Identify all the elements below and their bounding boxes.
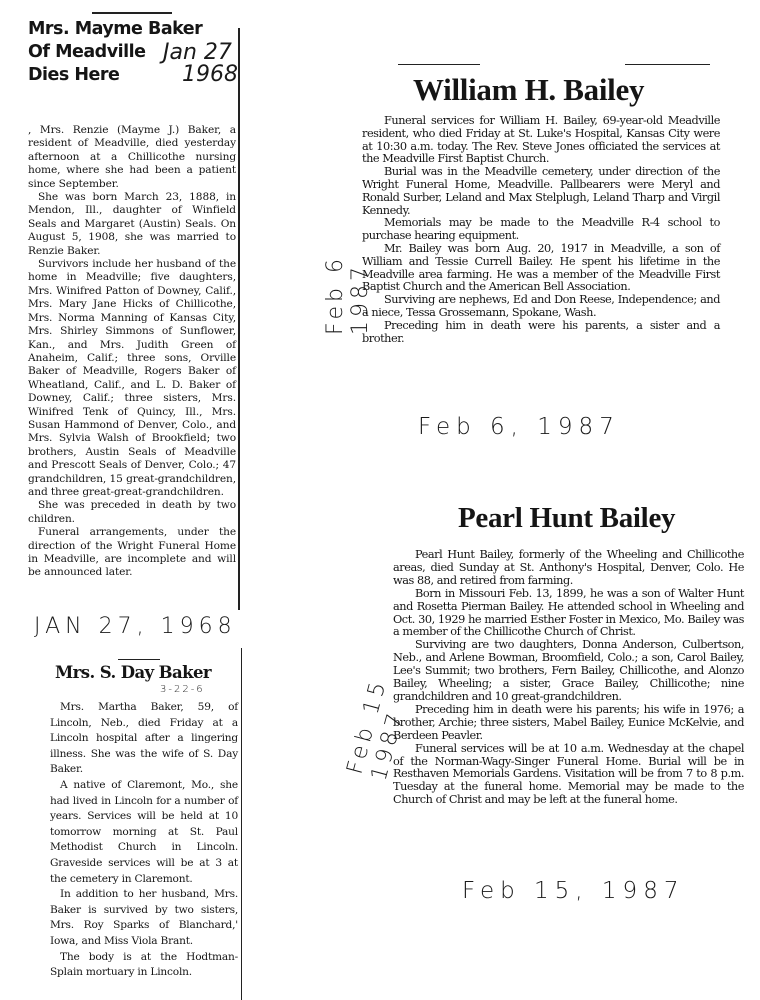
paragraph: Burial was in the Meadville cemetery, under direction of the Wright Funeral Home, Meadville. Pallbearers were Meryl and Ronald Surber, Leland and Max Stelplugh, Leland Tharp and Virgil Kennedy. <box>362 165 720 217</box>
article-body <box>28 124 236 580</box>
paragraph: Preceding him in death were his parents; his wife in 1976; a brother, Archie; three sisters, Mabel Bailey, Eunice McKelvie, and Berdeen Peavler. <box>393 702 744 742</box>
paragraph: Preceding him in death were his parents, a sister and a brother. <box>362 318 720 345</box>
column-divider-day-baker <box>241 648 242 1000</box>
top-rule-william-right <box>625 64 710 65</box>
paragraph: Funeral services will be at 10 a.m. Wednesday at the chapel of the Norman-Wagy-Singer Funeral Home. Burial will be in Resthaven Memorials Gardens. Visitation will be from 7 to 8 p.m. Tuesday at the funeral home. Memorial may be made to the Church of Christ and may be left at the funeral home. <box>393 741 744 807</box>
article-body <box>50 700 238 981</box>
paragraph: In addition to her husband, Mrs. Baker is survived by two sisters, Mrs. Roy Sparks of Blanchard,' Iowa, and Miss Viola Brant. <box>50 888 238 947</box>
headline-line: Of Meadville <box>28 42 146 62</box>
paragraph: Born in Missouri Feb. 13, 1899, he was a son of Walter Hunt and Rosetta Pierman Bailey. He attended school in Wheeling and Oct. 30, 1929 he married Esther Foster in Mexico, Mo. Bailey was a member of the Chillicothe Church of Christ. <box>393 586 744 639</box>
paragraph: Mrs. Martha Baker, 59, of Lincoln, Neb., died Friday at a Lincoln hospital after a lingering illness. She was the wife of S. Day Baker. <box>50 701 238 776</box>
top-rule-day-baker <box>118 659 160 660</box>
headline: Mrs. S. Day Baker <box>55 663 211 682</box>
paragraph: A native of Claremont, Mo., she had lived in Lincoln for a number of years. Services will be held at 10 tomorrow morning at St. Paul Methodist Church in Lincoln. Graveside services will be at 3 at the cemetery in Claremont. <box>50 778 238 885</box>
paragraph: Survivors include her husband of the home in Meadville; five daughters, Mrs. Winifred Patton of Downey, Calif., Mrs. Mary Jane Hicks of Chillicothe, Mrs. Norma Manning of Kansas City, Mrs. Shirley Simmons of Sunflower, Kan., and Mrs. Judith Green of Anaheim, Calif.; three sons, Orville Baker of Meadville, Rogers Baker of Wheatland, Calif., and L. D. Baker of Downey, Calif.; three sisters, Mrs. Winifred Tenk of Quincy, Ill., Mrs. Susan Hammond of Denver, Colo., and Mrs. Sylvia Walsh of Brookfield; two brothers, Austin Seals of Meadville and Prescott Seals of Denver, Colo.; 47 grandchildren, 15 great-grandchildren, and three great-great-grandchildren. <box>28 258 236 498</box>
paragraph: Surviving are nephews, Ed and Don Reese, Independence; and a niece, Tessa Grossemann, Spokane, Wash. <box>362 293 720 319</box>
handwritten-side-date: Feb 6 1987 <box>323 255 373 335</box>
paragraph: Funeral arrangements, under the direction of the Wright Funeral Home in Meadville, are incomplete and will be announced later. <box>28 526 236 579</box>
handwritten-year: 1968 <box>182 62 238 87</box>
paragraph: Mr. Bailey was born Aug. 20, 1917 in Meadville, a son of William and Tessie Currell Bailey. He spent his lifetime in the Meadville area farming. He was a member of the Meadville First Baptist Church and the American Bell Association. <box>362 241 720 294</box>
paragraph: Surviving are two daughters, Donna Anderson, Culbertson, Neb., and Arlene Bowman, Broomfield, Colo.; a son, Carol Bailey, Lee's Summit; two brothers, Fern Bailey, Chillicothe, and Alonzo Bailey, Wheeling; a sister, Grace Bailey, Chillicothe; nine grandchildren and 10 great-grandchildren. <box>393 638 744 703</box>
paragraph: The body is at the Hodtman-Splain mortuary in Lincoln. <box>50 950 238 979</box>
paragraph: Pearl Hunt Bailey, formerly of the Wheeling and Chillicothe areas, died Sunday at St. Anthony's Hospital, Denver, Colo. He was 88, and retired from farming. <box>393 548 744 587</box>
handwritten-side-date: Feb 15 1987 <box>342 675 410 784</box>
headline-line: Mrs. Mayme Baker <box>28 19 203 39</box>
headline: William H. Bailey <box>413 72 645 107</box>
handwritten-footer-date: Feb 15, 1987 <box>462 878 685 904</box>
paragraph: Memorials may be made to the Meadville R-4 school to purchase hearing equipment. <box>362 216 720 243</box>
paragraph: , Mrs. Renzie (Mayme J.) Baker, a resident of Meadville, died yesterday afternoon at a Chillicothe nursing home, where she had been a patient since September. <box>28 124 236 190</box>
article-body <box>362 115 720 345</box>
column-divider-left <box>238 28 240 610</box>
paragraph: Funeral services for William H. Bailey, 69-year-old Meadville resident, who died Friday at St. Luke's Hospital, Kansas City were at 10:30 a.m. today. The Rev. Steve Jones officiated the services at the Meadville First Baptist Church. <box>362 114 720 166</box>
handwritten-date: Jan 27 <box>163 40 232 65</box>
top-rule-left <box>92 12 172 14</box>
headline-line: Dies Here <box>28 65 120 85</box>
handwritten-footer-date: Feb 6, 1987 <box>418 414 620 440</box>
handwritten-date: 3-22-6 <box>160 684 205 695</box>
headline: Pearl Hunt Bailey <box>458 502 676 534</box>
handwritten-footer-date: JAN 27, 1968 <box>34 614 237 639</box>
paragraph: She was born March 23, 1888, in Mendon, Ill., daughter of Winfield Seals and Margaret (Austin) Seals. On August 5, 1908, she was married to Renzie Baker. <box>28 191 236 257</box>
article-body <box>393 549 744 807</box>
top-rule-william-left <box>398 64 480 65</box>
paragraph: She was preceded in death by two children. <box>28 499 236 525</box>
